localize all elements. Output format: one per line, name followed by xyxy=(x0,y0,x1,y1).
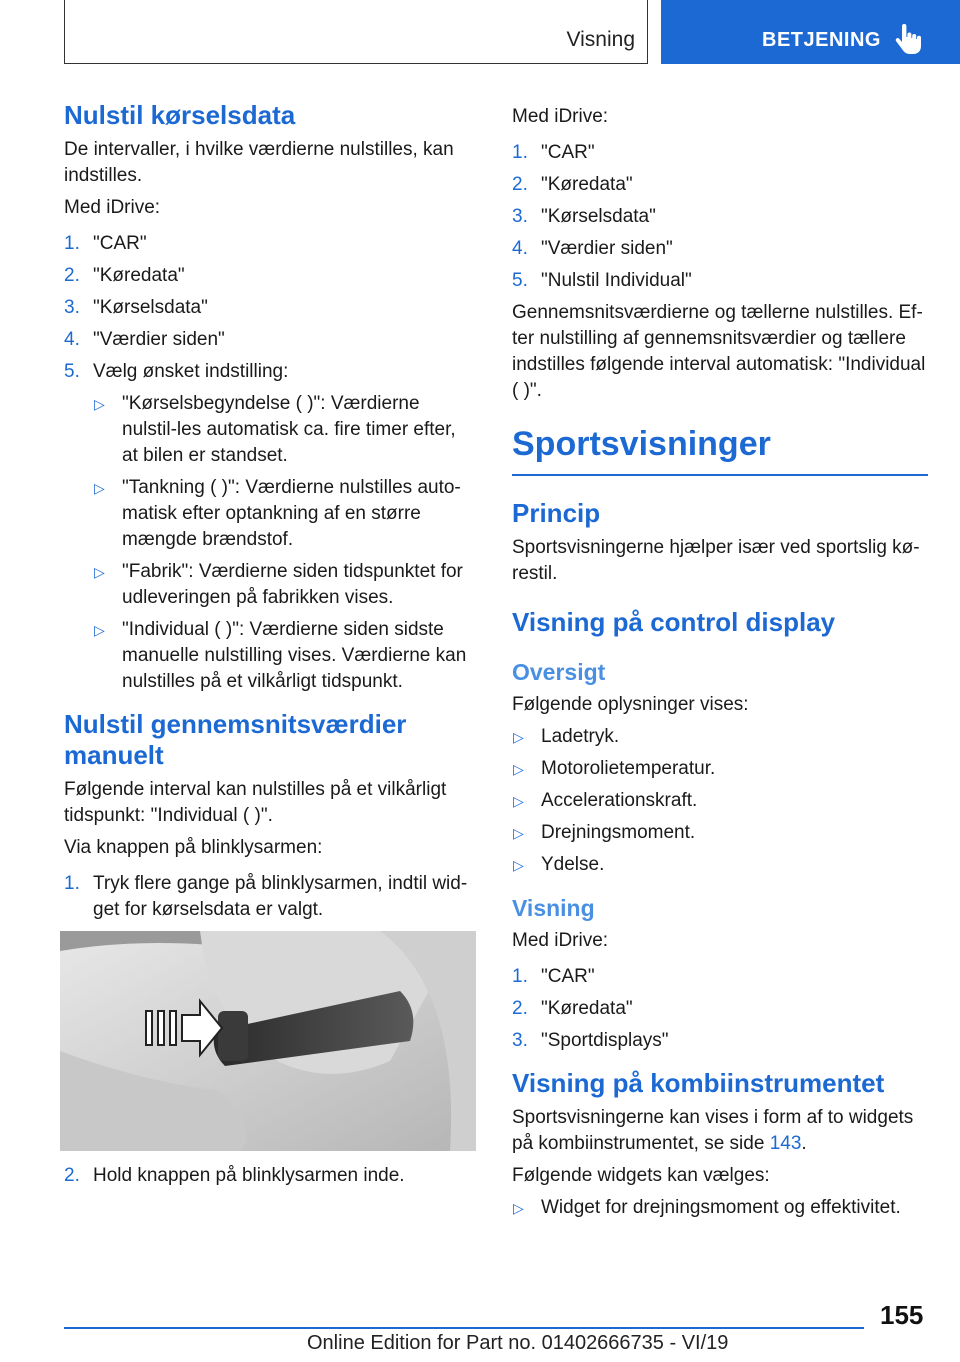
triangle-bullet-icon: ▷ xyxy=(513,760,524,777)
triangle-bullet-icon: ▷ xyxy=(94,480,105,496)
triangle-bullet-icon: ▷ xyxy=(513,792,524,809)
page-number: 155 xyxy=(880,1300,924,1330)
step-text: Hold knappen på blinklysarmen inde. xyxy=(93,1165,405,1186)
paragraph-intervals: De intervaller, i hvilke værdierne nulstilles, kan indstilles. xyxy=(64,139,454,186)
list-item xyxy=(512,1195,928,1221)
header-chapter-title: BETJENING xyxy=(762,29,881,51)
info-text: Accelerationskraft. xyxy=(541,789,698,811)
steps-list xyxy=(512,140,928,294)
info-text: Drejningsmoment. xyxy=(541,821,696,843)
paragraph-with-idrive: Med iDrive: xyxy=(64,197,161,218)
step-text: "Sportdisplays" xyxy=(541,1029,669,1051)
step-text: "Kørselsdata" xyxy=(93,297,208,318)
heading-reset-trip-data: Nulstil kørselsdata xyxy=(64,100,296,130)
header-section-title: Visning xyxy=(566,28,635,51)
step-text: "Køredata" xyxy=(93,265,185,286)
step-text: "CAR" xyxy=(93,233,147,254)
step-number: 5. xyxy=(512,270,528,291)
list-item xyxy=(512,140,928,166)
step-number: 4. xyxy=(64,329,80,350)
heading-overview: Oversigt xyxy=(512,658,606,685)
paragraph-individual: Følgende interval kan nulstilles på et vilkårligt tidspunkt: "Individual ( )". xyxy=(64,779,447,826)
step-number: 1. xyxy=(512,965,528,987)
option-text: "Fabrik": Værdierne siden tidspunktet for udleveringen på fabrikken vises. xyxy=(122,561,463,608)
step-text: "Køredata" xyxy=(541,997,633,1019)
list-item xyxy=(93,617,476,695)
widget-list xyxy=(512,1195,928,1221)
step-number: 3. xyxy=(512,1029,528,1051)
right-column xyxy=(512,104,928,1227)
info-text: Ydelse. xyxy=(541,853,605,875)
heading-reset-averages: Nulstil gennemsnitsværdier manuelt xyxy=(64,709,407,770)
list-item xyxy=(64,359,476,695)
list-item xyxy=(512,852,928,878)
header-left-box xyxy=(64,0,648,64)
info-text: Ladetryk. xyxy=(541,725,620,747)
list-item xyxy=(93,475,476,553)
step-number: 1. xyxy=(512,142,528,163)
heading-display: Visning xyxy=(512,894,595,921)
step-number: 2. xyxy=(64,265,80,286)
list-item xyxy=(64,327,476,353)
step-text: "CAR" xyxy=(541,965,595,987)
footer-edition: Online Edition for Part no. 01402666735 - VI/19 xyxy=(307,1332,729,1354)
step-number: 3. xyxy=(64,297,80,318)
cluster-text: Sportsvisningerne kan vises i form af to widgets på kombiinstrumentet, se side xyxy=(512,1106,914,1154)
paragraph-with-idrive: Med iDrive: xyxy=(512,106,609,127)
list-item xyxy=(93,559,476,611)
heading-divider xyxy=(512,474,928,476)
step-text: "Værdier siden" xyxy=(541,238,673,259)
option-text: "Tankning ( )": Værdierne nulstilles auto-matisk efter optankning af en større mængde brændstof. xyxy=(122,477,461,550)
paragraph-principle: Sportsvisningerne hjælper især ved sportslig kø-restil. xyxy=(512,536,920,584)
footer-divider xyxy=(64,1327,864,1329)
step-text: "Køredata" xyxy=(541,174,633,195)
widget-text: Widget for drejningsmoment og effektivitet. xyxy=(541,1196,901,1218)
list-item xyxy=(512,268,928,294)
step-number: 1. xyxy=(64,233,80,254)
list-item xyxy=(512,724,928,750)
list-item xyxy=(64,295,476,321)
list-item xyxy=(512,756,928,782)
triangle-bullet-icon: ▷ xyxy=(513,1199,524,1216)
left-column xyxy=(64,100,476,1195)
steps-list xyxy=(512,964,928,1054)
steps-list xyxy=(64,871,476,923)
list-item xyxy=(64,1163,476,1189)
list-item xyxy=(512,204,928,230)
step-number: 5. xyxy=(64,361,80,382)
steps-list xyxy=(64,231,476,695)
paragraph-cluster xyxy=(512,1105,928,1157)
heading-control-display: Visning på control display xyxy=(512,606,836,637)
list-item xyxy=(512,172,928,198)
triangle-bullet-icon: ▷ xyxy=(94,564,105,580)
list-item xyxy=(512,964,928,990)
paragraph-info-shown: Følgende oplysninger vises: xyxy=(512,693,749,715)
step-text: "Nulstil Individual" xyxy=(541,270,692,291)
info-text: Motorolietemperatur. xyxy=(541,757,716,779)
paragraph-via-button: Via knappen på blinklysarmen: xyxy=(64,837,323,858)
step-text: "CAR" xyxy=(541,142,595,163)
triangle-bullet-icon: ▷ xyxy=(513,728,524,745)
triangle-bullet-icon: ▷ xyxy=(94,622,105,638)
turn-signal-lever-photo xyxy=(60,931,476,1151)
list-item xyxy=(512,788,928,814)
options-list xyxy=(93,391,476,695)
step-number: 3. xyxy=(512,206,528,227)
list-item xyxy=(64,231,476,257)
list-item xyxy=(64,263,476,289)
triangle-bullet-icon: ▷ xyxy=(94,396,105,412)
pointing-hand-icon xyxy=(893,24,923,56)
list-item xyxy=(512,996,928,1022)
list-item xyxy=(512,820,928,846)
list-item xyxy=(512,1028,928,1054)
heading-instrument-cluster: Visning på kombiinstrumentet xyxy=(512,1067,885,1098)
list-item xyxy=(93,391,476,469)
step-text: Tryk flere gange på blinklysarmen, indtil wid-get for kørselsdata er valgt. xyxy=(93,873,468,920)
steps-list xyxy=(64,1163,476,1189)
step-text: Vælg ønsket indstilling: xyxy=(93,361,289,382)
option-text: "Individual ( )": Værdierne siden sidste manuelle nulstilling vises. Værdierne kan nulstilles på et vilkårligt tidspunkt. xyxy=(122,619,467,692)
info-list xyxy=(512,724,928,878)
step-number: 2. xyxy=(64,1165,80,1186)
paragraph-average-reset: Gennemsnitsværdierne og tællerne nulstilles. Ef-ter nulstilling af gennemsnitsværdier og tællere indstilles følgende interval automatisk: "Individual ( )". xyxy=(512,302,926,401)
list-item xyxy=(512,236,928,262)
heading-principle: Princip xyxy=(512,497,601,528)
paragraph-with-idrive: Med iDrive: xyxy=(512,929,609,951)
step-number: 2. xyxy=(512,174,528,195)
step-number: 2. xyxy=(512,997,528,1019)
triangle-bullet-icon: ▷ xyxy=(513,856,524,873)
header-chapter-tab[interactable] xyxy=(661,0,960,64)
option-text: "Kørselsbegyndelse ( )": Værdierne nulstil-les automatisk ca. fire timer efter, at bilen er standset. xyxy=(122,393,456,466)
step-number: 1. xyxy=(64,873,80,894)
list-item xyxy=(64,871,476,923)
step-text: "Kørselsdata" xyxy=(541,206,656,227)
page-reference-link[interactable]: 143 xyxy=(769,1132,802,1154)
paragraph-widgets: Følgende widgets kan vælges: xyxy=(512,1164,770,1186)
heading-sports-displays: Sportsvisninger xyxy=(512,425,771,463)
step-text: "Værdier siden" xyxy=(93,329,225,350)
step-number: 4. xyxy=(512,238,528,259)
triangle-bullet-icon: ▷ xyxy=(513,824,524,841)
cluster-text-end: . xyxy=(801,1132,807,1154)
